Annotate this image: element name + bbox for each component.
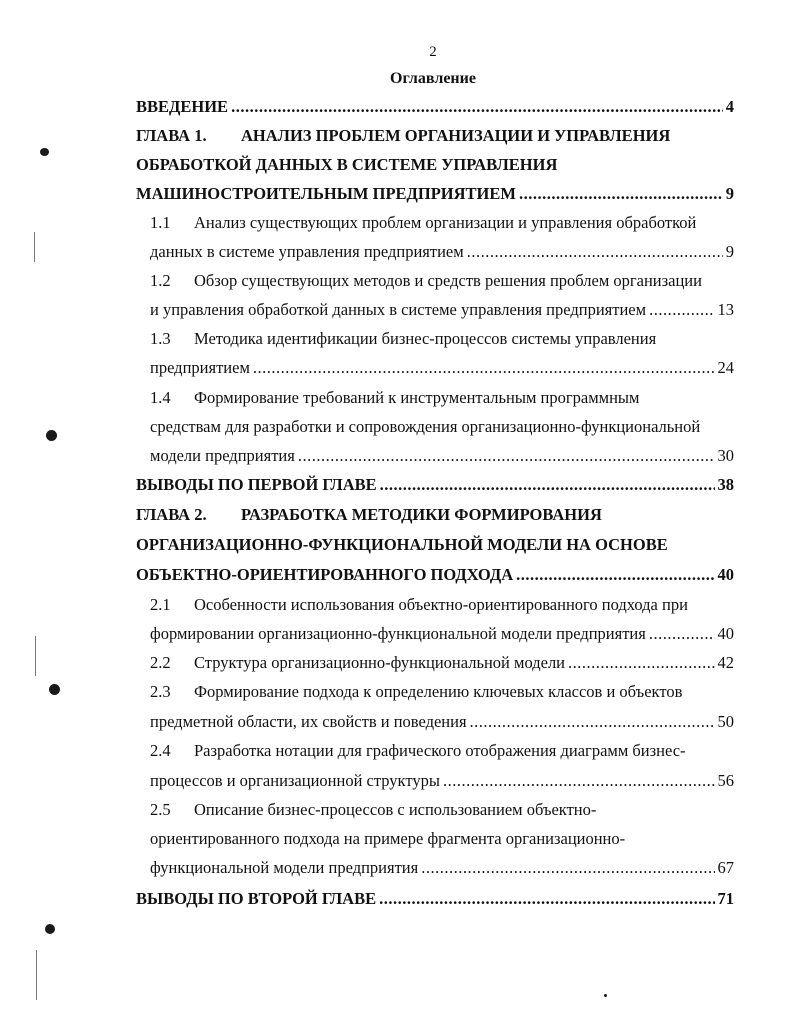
toc-entry-text: ориентированного подхода на примере фрагмента организационно- [150, 829, 626, 848]
dot-leader [649, 624, 715, 644]
dot-leader [519, 184, 723, 204]
toc-section-2-4-line1[interactable] [150, 732, 734, 761]
toc-entry-text: Методика идентификации бизнес-процессов системы управления [194, 329, 657, 348]
toc-entry-text: Формирование подхода к определению ключевых классов и объектов [194, 682, 683, 701]
toc-entry-text: Обзор существующих методов и средств решения проблем организации [194, 271, 702, 290]
toc-section-1-1-line1[interactable] [150, 204, 734, 233]
toc-section-2-1-line1[interactable] [150, 586, 734, 615]
toc-entry-conclusions-2[interactable] [136, 880, 734, 909]
scan-mark [604, 994, 607, 997]
toc-page-number: 9 [725, 242, 734, 261]
toc-page-number: 4 [725, 97, 734, 116]
toc-entry-text: ОРГАНИЗАЦИОННО-ФУНКЦИОНАЛЬНОЙ МОДЕЛИ НА ОСНОВЕ [136, 535, 668, 554]
toc-page-number: 30 [717, 446, 734, 465]
section-number: 2.3 [150, 682, 171, 701]
dot-leader [380, 475, 715, 495]
toc-entry-text: ОБРАБОТКОЙ ДАННЫХ В СИСТЕМЕ УПРАВЛЕНИЯ [136, 155, 558, 174]
toc-page-number: 13 [717, 300, 734, 319]
toc-page-number: 9 [725, 184, 734, 203]
page-number: 2 [429, 44, 437, 60]
scan-mark [49, 684, 60, 695]
toc-chapter-2-line2[interactable] [136, 526, 734, 555]
toc-entry-introduction[interactable] [136, 88, 734, 117]
toc-chapter-2-line3[interactable] [136, 556, 734, 585]
toc-page-number: 38 [717, 475, 734, 494]
toc-entry-text: модели предприятия [150, 446, 295, 465]
toc-entry-text: АНАЛИЗ ПРОБЛЕМ ОРГАНИЗАЦИИ И УПРАВЛЕНИЯ [241, 126, 671, 145]
toc-entry-text: Особенности использования объектно-ориентированного подхода при [194, 595, 688, 614]
toc-section-1-2-line1[interactable] [150, 262, 734, 291]
toc-section-2-1-line2[interactable] [150, 615, 734, 644]
toc-entry-text: Структура организационно-функциональной модели [194, 653, 566, 672]
toc-title: Оглавление [390, 70, 476, 87]
toc-section-1-1-line2[interactable] [150, 233, 734, 262]
section-number: 2.2 [150, 653, 171, 672]
toc-entry-text: функциональной модели предприятия [150, 858, 419, 877]
dot-leader [421, 858, 714, 878]
dot-leader [443, 771, 715, 791]
chapter-number: ГЛАВА 1. [136, 126, 207, 145]
dot-leader [649, 300, 714, 320]
toc-entry-text: ВВЕДЕНИЕ [136, 97, 229, 116]
toc-section-2-5-line2[interactable] [150, 820, 734, 849]
toc-page-number: 56 [717, 771, 734, 790]
scan-line [35, 636, 36, 676]
toc-entry-text: Анализ существующих проблем организации и управления обработкой [194, 213, 697, 232]
section-number: 1.4 [150, 388, 171, 407]
dot-leader [516, 565, 714, 585]
section-number: 2.4 [150, 741, 171, 760]
toc-page-number: 67 [717, 858, 734, 877]
chapter-number: ГЛАВА 2. [136, 505, 207, 524]
toc-entry-text: МАШИНОСТРОИТЕЛЬНЫМ ПРЕДПРИЯТИЕМ [136, 184, 516, 203]
toc-entry-text: средствам для разработки и сопровождения организационно-функциональной [150, 417, 701, 436]
toc-section-2-4-line2[interactable] [150, 762, 734, 791]
scan-mark [45, 924, 55, 934]
toc-section-2-3-line1[interactable] [150, 673, 734, 702]
section-number: 2.5 [150, 800, 171, 819]
toc-page-number: 50 [717, 712, 734, 731]
toc-entry-text: предприятием [150, 358, 250, 377]
toc-page-number: 40 [717, 565, 734, 584]
toc-section-2-2[interactable] [150, 644, 734, 673]
scan-line [36, 950, 37, 1000]
toc-entry-text: данных в системе управления предприятием [150, 242, 464, 261]
toc-entry-text: предметной области, их свойств и поведения [150, 712, 467, 731]
toc-page-number: 40 [717, 624, 734, 643]
toc-entry-text: Описание бизнес-процессов с использованием объектно- [194, 800, 597, 819]
toc-section-2-3-line2[interactable] [150, 703, 734, 732]
toc-entry-text: ВЫВОДЫ ПО ПЕРВОЙ ГЛАВЕ [136, 475, 377, 494]
toc-entry-text: формировании организационно-функциональной модели предприятия [150, 624, 646, 643]
scan-mark [46, 430, 57, 441]
toc-entry-text: и управления обработкой данных в системе управления предприятием [150, 300, 647, 319]
toc-section-1-4-line2[interactable] [150, 408, 734, 437]
toc-entry-text: ВЫВОДЫ ПО ВТОРОЙ ГЛАВЕ [136, 889, 377, 908]
dot-leader [467, 242, 723, 262]
toc-chapter-2-line1[interactable] [136, 496, 734, 525]
section-number: 1.2 [150, 271, 171, 290]
toc-section-2-5-line3[interactable] [150, 849, 734, 878]
dot-leader [231, 97, 723, 117]
toc-section-1-3-line2[interactable] [150, 349, 734, 378]
toc-section-1-3-line1[interactable] [150, 320, 734, 349]
scan-line [34, 232, 35, 262]
dot-leader [568, 653, 714, 673]
scan-mark [40, 148, 49, 156]
toc-entry-text: процессов и организационной структуры [150, 771, 440, 790]
toc-chapter-1-line1[interactable] [136, 117, 734, 146]
toc-section-1-4-line1[interactable] [150, 379, 734, 408]
toc-entry-text: ОБЪЕКТНО-ОРИЕНТИРОВАННОГО ПОДХОДА [136, 565, 514, 584]
toc-entry-text: Разработка нотации для графического отображения диаграмм бизнес- [194, 741, 686, 760]
dot-leader [470, 712, 715, 732]
toc-section-1-4-line3[interactable] [150, 437, 734, 466]
toc-page-number: 42 [717, 653, 734, 672]
toc-page-number: 24 [717, 358, 734, 377]
toc-chapter-1-line3[interactable] [136, 175, 734, 204]
toc-section-2-5-line1[interactable] [150, 791, 734, 820]
section-number: 1.3 [150, 329, 171, 348]
toc-entry-conclusions-1[interactable] [136, 466, 734, 495]
dot-leader [298, 446, 715, 466]
dot-leader [379, 889, 714, 909]
toc-section-1-2-line2[interactable] [150, 291, 734, 320]
section-number: 2.1 [150, 595, 171, 614]
toc-chapter-1-line2[interactable] [136, 146, 734, 175]
toc-entry-text: Формирование требований к инструментальным программным [194, 388, 640, 407]
toc-entry-text: РАЗРАБОТКА МЕТОДИКИ ФОРМИРОВАНИЯ [241, 505, 602, 524]
dot-leader [253, 358, 715, 378]
section-number: 1.1 [150, 213, 171, 232]
toc-page-number: 71 [717, 889, 734, 908]
